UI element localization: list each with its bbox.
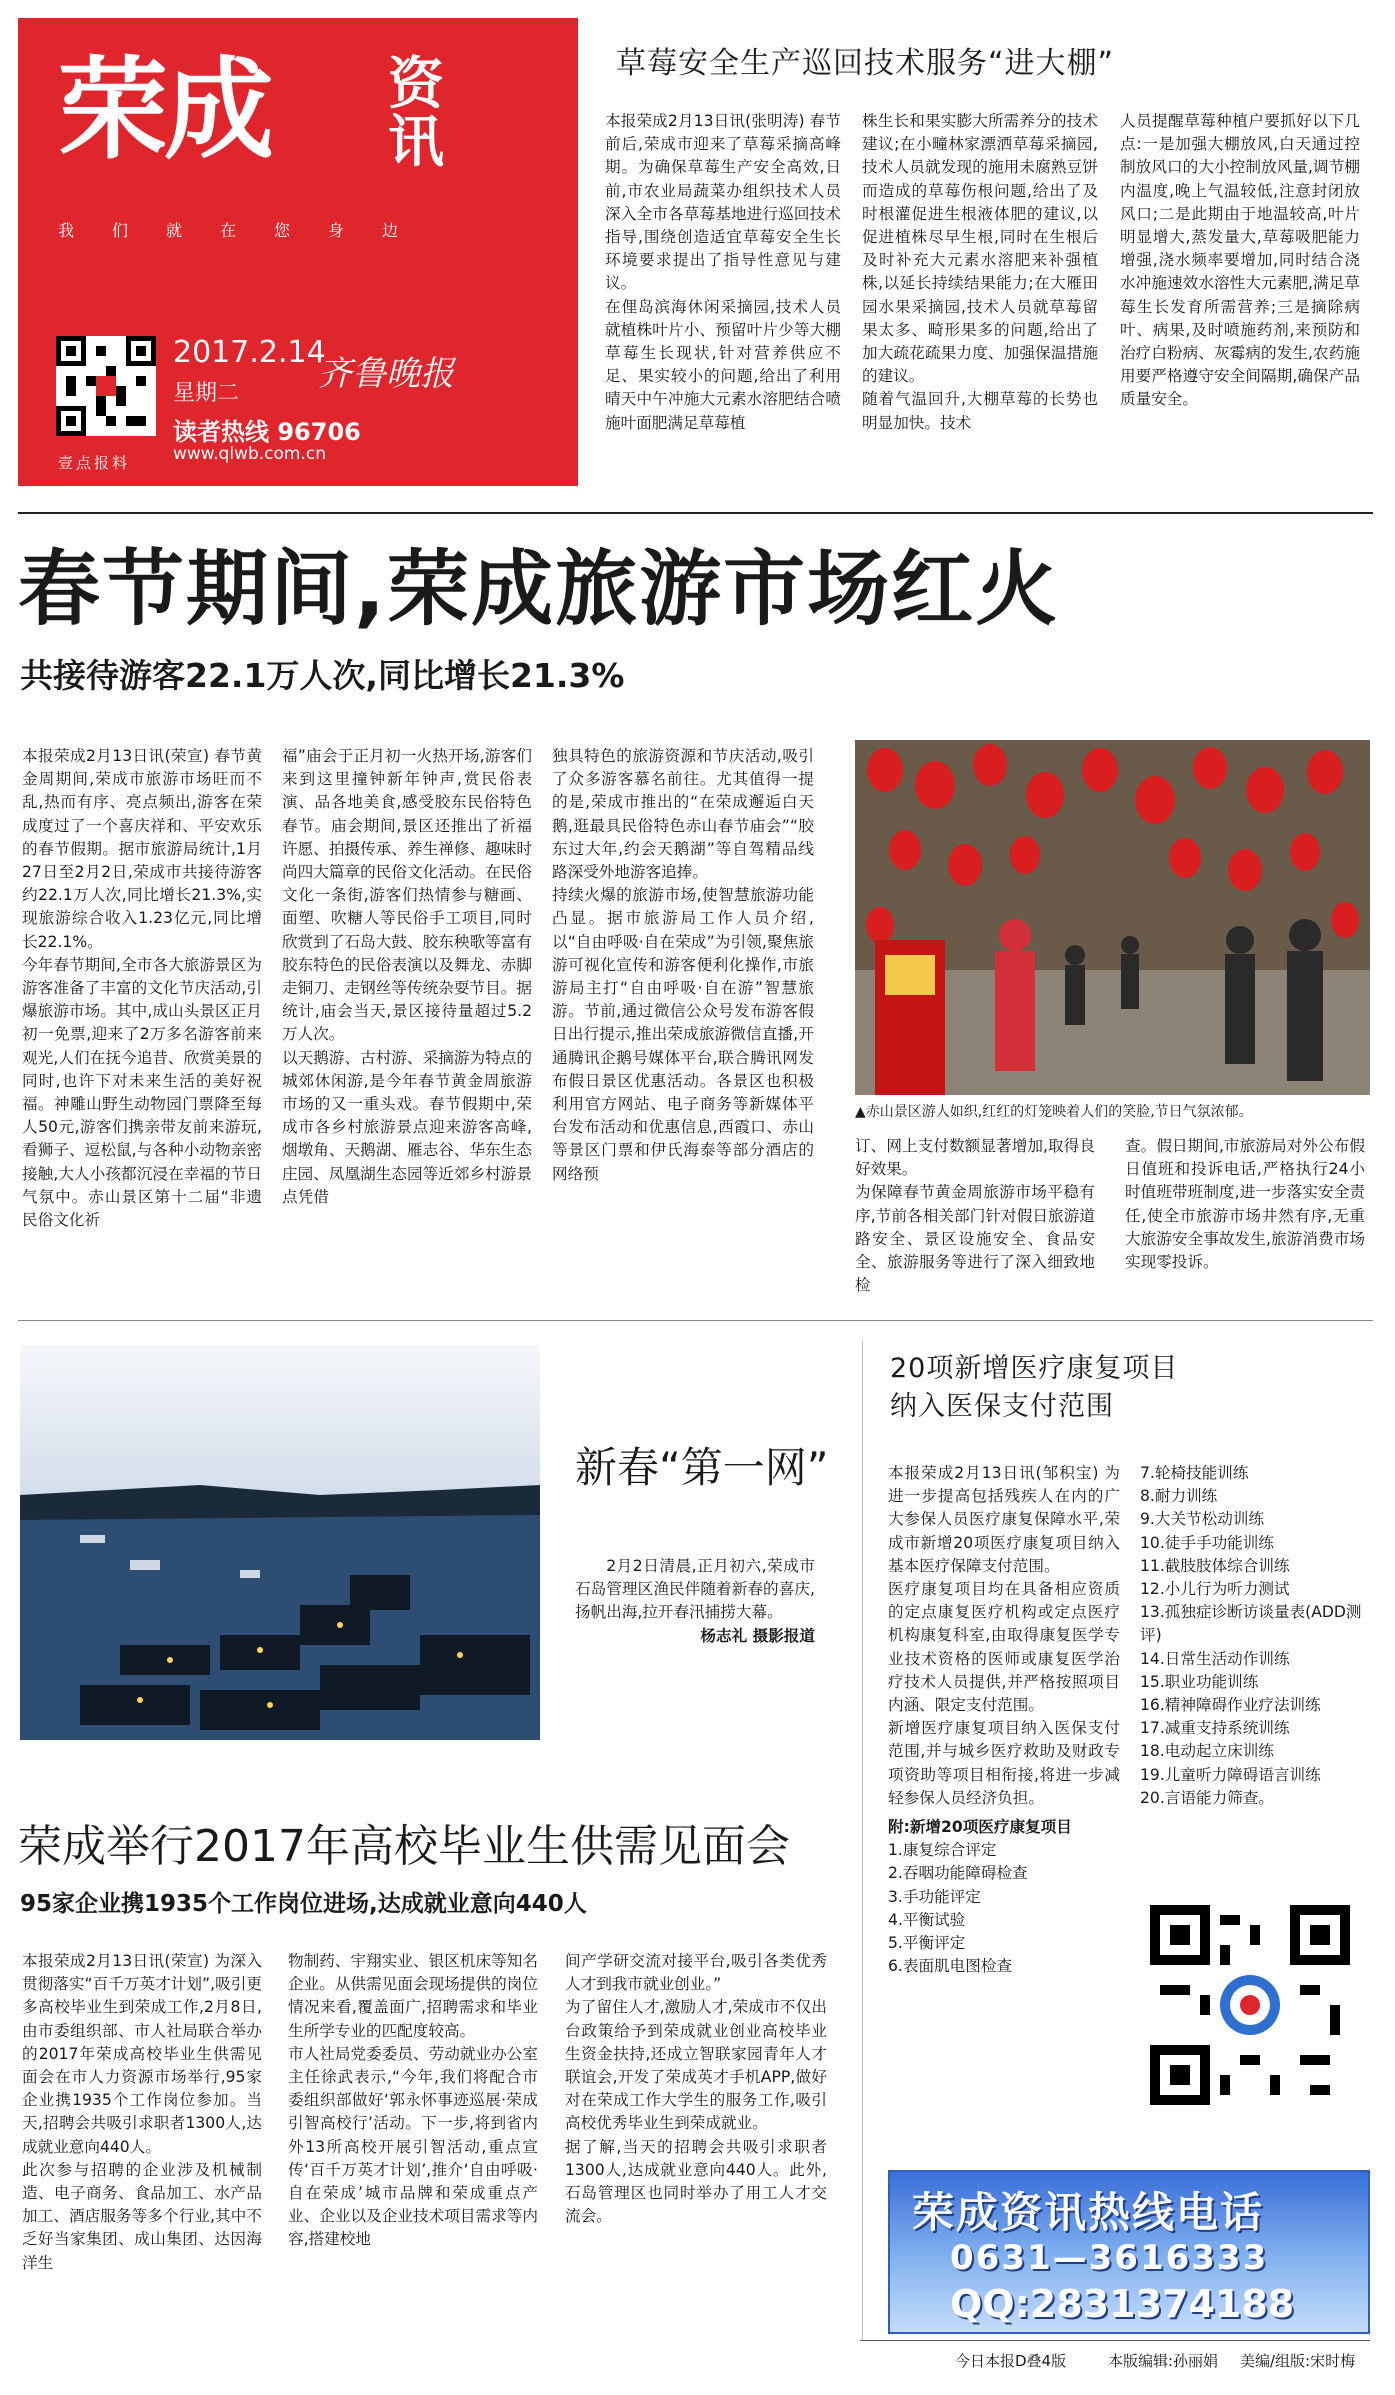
divider — [862, 1340, 863, 2340]
footer-edition: 今日本报D叠4版 — [955, 2352, 1067, 2370]
rehab-list-item: 10.徒手手功能训练 — [1140, 1533, 1274, 1552]
story2-headline: 春节期间,荣成旅游市场红火 — [18, 542, 1060, 637]
issue-date: 2017.2.14 — [173, 335, 326, 370]
story2-col1-text: 本报荣成2月13日讯(荣宣) 春节黄金周期间,荣成市旅游市场旺而不乱,热而有序、亮点频出,游客在荣成度过了一个喜庆祥和、平安欢乐的春节假期。据市旅游局统计,1月27日至2月2日,荣成市共接待游客约22.1万人次,同比增长21.3%,实现旅游综合收入1.23亿元,同比增长22.1%。 今年春节期间,全市各大旅游景区为游客准备了丰富的文化节庆活动,引爆旅游市场。其中,成山头景区正月初一免票,迎来了2万多名游客前来观光,人们在抚今追昔、欣赏美景的同时,也许下对未来生活的美好祝福。神雕山野生动物园门票降至每人50元,游客们携亲带友前来游玩,看狮子、逗松鼠,与各种小动物亲密接触,大人小孩都沉浸在幸福的节日气氛中。赤山景区第十二届“非遗民俗文化祈 — [22, 747, 262, 1230]
hotline-phone: 0631—3616333 — [950, 2238, 1269, 2278]
story5-title — [890, 1350, 1178, 1426]
story2-col5-text: 查。假日期间,市旅游局对外公布假日值班和投诉电话,严格执行24小时值班带班制度,进一步落实安全责任,使全市旅游市场井然有序,无重大旅游安全事故发生,旅游消费市场实现零投诉。 — [1125, 1137, 1365, 1272]
rehab-list-item: 13.孤独症诊断访谈量表(ADD测评) — [1140, 1603, 1362, 1645]
story1-col2 — [862, 110, 1098, 435]
story3-body — [575, 1555, 815, 1648]
footer-editor: 本版编辑:孙丽娟 — [1108, 2352, 1219, 2370]
story2-col4-text: 订、网上支付数额显著增加,取得良好效果。 为保障春节黄金周旅游市场平稳有序,节前各相关部门针对假日旅游道路安全、景区设施安全、食品安全、旅游服务等进行了深入细致地检 — [855, 1137, 1095, 1295]
footer-design: 美编/组版:宋时梅 — [1240, 2352, 1356, 2370]
rehab-list-item: 11.截肢肢体综合训练 — [1140, 1556, 1290, 1575]
paper-name: 齐鲁晚报 — [318, 354, 454, 394]
story4-col3-text: 间产学研交流对接平台,吸引各类优秀人才到我市就业创业。” 为了留住人才,激励人才,荣成市不仅出台政策给予到荣成就业创业高校毕业生资金扶持,还成立智联家园青年人才联谊会,开发了荣成英才手机APP,做好对在荣成工作大学生的服务工作,吸引高校优秀毕业生到荣成就业。 据了解,当天的招聘会共吸引求职者1300人,达成就业意向440人。此外,石岛管理区也同时举办了用工人才交流会。 — [565, 1952, 827, 2226]
brand-small-2: 讯 — [388, 110, 444, 175]
rehab-list-item: 18.电动起立床训练 — [1140, 1742, 1274, 1761]
story2-subhead: 共接待游客22.1万人次,同比增长21.3% — [20, 656, 625, 695]
hotline-qq: QQ:2831374188 — [950, 2282, 1295, 2326]
report-tag: 壹点报料 — [58, 454, 131, 472]
rehab-list-item: 15.职业功能训练 — [1140, 1672, 1259, 1691]
rehab-list-item: 19.儿童听力障碍语言训练 — [1140, 1765, 1321, 1784]
hotline-title: 荣成资讯热线电话 — [912, 2188, 1265, 2237]
slogan: 我们就在您身边 — [58, 221, 437, 240]
story2-col1 — [22, 745, 262, 1232]
story4-title: 荣成举行2017年高校毕业生供需见面会 — [18, 1821, 790, 1872]
brand-big: 荣成 — [58, 46, 270, 174]
story3-text: 2月2日清晨,正月初六,荣成市石岛管理区渔民伴随着新春的喜庆,扬帆出海,拉开春汛捕捞大幕。 — [575, 1557, 815, 1622]
brand-logo — [58, 46, 444, 175]
rehab-list-a — [888, 1839, 1120, 1978]
story3-byline: 杨志礼 摄影报道 — [700, 1626, 815, 1645]
qr-code-icon — [56, 336, 156, 436]
story1-col1 — [605, 110, 841, 435]
story5-col1-text: 本报荣成2月13日讯(邹积宝) 为进一步提高包括残疾人在内的广大参保人员医疗康复保障水平,荣成市新增20项医疗康复项目纳入基本医疗保障支付范围。 医疗康复项目均在具备相应资质的定点康复医疗机构或定点医疗机构康复科室,由取得康复医学专业技术资格的医师或康复医学治疗技术人员提供,并严格按照项目内涵、限定支付范围。 新增医疗康复项目纳入医保支付范围,并与城乡医疗救助及财政专项资助等项目相衔接,将进一步减轻参保人员经济负担。 — [888, 1464, 1120, 1807]
story1-title: 草莓安全生产巡回技术服务“进大棚” — [616, 46, 1115, 81]
qr-code-icon — [1150, 1905, 1350, 2105]
story4-subhead: 95家企业携1935个工作岗位进场,达成就业意向440人 — [20, 1891, 587, 1917]
story2-col5 — [1125, 1135, 1365, 1274]
story4-col2 — [288, 1950, 538, 2252]
rehab-list-item: 9.大关节松动训练 — [1140, 1510, 1265, 1529]
rehab-list-item: 8.耐力训练 — [1140, 1487, 1218, 1506]
divider — [18, 1320, 1373, 1321]
brand-small — [388, 52, 444, 175]
divider — [18, 512, 1373, 514]
rehab-list-item: 17.减重支持系统训练 — [1140, 1719, 1290, 1738]
story2-col4 — [855, 1135, 1095, 1297]
story5-title-line1: 20项新增医疗康复项目 — [890, 1353, 1179, 1384]
story5-col1 — [888, 1462, 1120, 1978]
story5-appendix-title: 附:新增20项医疗康复项目 — [888, 1818, 1072, 1837]
rehab-list-b — [1140, 1462, 1370, 1810]
story4-col1-text: 本报荣成2月13日讯(荣宣) 为深入贯彻落实“百千万英才计划”,吸引更多高校毕业生到荣成工作,2月8日,由市委组织部、市人社局联合举办的2017年荣成高校毕业生供需见面会在市人力资源市场举行,95家企业携1935个工作岗位参加。当天,招聘会共吸引求职者1300人,达成就业意向440人。 此次参与招聘的企业涉及机械制造、电子商务、食品加工、水产品加工、酒店服务等多个行业,其中不乏好当家集团、成山集团、达因海洋生 — [22, 1952, 262, 2272]
brand-small-1: 资 — [388, 52, 444, 117]
reader-hotline: 读者热线 96706 — [173, 418, 361, 446]
story2-col2 — [282, 745, 532, 1209]
hotline-banner — [888, 2170, 1370, 2334]
rehab-list-item: 1.康复综合评定 — [888, 1841, 997, 1860]
story5-title-line2: 纳入医保支付范围 — [890, 1391, 1114, 1422]
story3-title: 新春“第一网” — [575, 1443, 829, 1492]
rehab-list-item: 3.手功能评定 — [888, 1887, 981, 1906]
rehab-list-item: 5.平衡评定 — [888, 1934, 966, 1953]
issue-weekday: 星期二 — [173, 381, 240, 406]
story4-col2-text: 物制药、宇翔实业、银区机床等知名企业。从供需见面会现场提供的岗位情况来看,覆盖面广,招聘需求和毕业生所学专业的匹配度较高。 市人社局党委委员、劳动就业办公室主任徐武表示,“今年,我们将配合市委组织部做好‘郭永怀事迹巡展·荣成引智高校行’活动。下一步,将到省内外13所高校开展引智活动,重点宣传‘百千万英才计划’,推介‘自由呼吸·自在荣成’城市品牌和荣成重点产业、企业以及企业技术项目需求等内容,搭建校地 — [288, 1952, 538, 2249]
lantern-photo — [855, 740, 1370, 1095]
rehab-list-item: 2.吞咽功能障碍检查 — [888, 1864, 1028, 1883]
story1-col2-text: 株生长和果实膨大所需养分的技术建议;在小疃林家漂洒草莓采摘园,技术人员就发现的施用未腐熟豆饼而造成的草莓伤根问题,给出了及时根灌促进生根液体肥的建议,以促进植株尽早生根,同时在生根后及时补充大元素水溶肥来补强植株,以延长持续结果能力;在大雁田园水果采摘园,技术人员就草莓留果太多、畸形果多的问题,给出了加大疏花疏果力度、加强保温措施的建议。 随着气温回升,大棚草莓的长势也明显加快。技术 — [862, 112, 1098, 432]
story2-col2-text: 福”庙会于正月初一火热开场,游客们来到这里撞钟新年钟声,赏民俗表演、品各地美食,感受胶东民俗特色春节。庙会期间,景区还推出了祈福许愿、拍摄传承、养生禅修、趣味时尚四大篇章的民俗文化活动。在民俗文化一条街,游客们热情参与糖画、面塑、吹糖人等民俗手工项目,同时欣赏到了石岛大鼓、胶东秧歌等富有胶东特色的民俗表演以及舞龙、赤脚走铜刀、走钢丝等传统杂耍节目。据统计,庙会当天,景区接待量超过5.2万人次。 以天鹅游、古村游、采摘游为特点的城郊休闲游,是今年春节黄金周旅游市场的又一重头戏。春节假期中,荣成市各乡村旅游景点迎来游客高峰,烟墩角、天鹅湖、雁志谷、华东生态庄园、凤凰湖生态园等近郊乡村游景点凭借 — [282, 747, 532, 1206]
story2-col3 — [552, 745, 814, 1186]
story5-col2 — [1140, 1462, 1370, 1810]
story4-col1 — [22, 1950, 262, 2275]
masthead — [18, 18, 578, 486]
story4-col3 — [565, 1950, 827, 2228]
rehab-list-item: 20.言语能力筛查。 — [1140, 1788, 1274, 1807]
rehab-list-item: 4.平衡试验 — [888, 1910, 966, 1929]
website-url: www.qlwb.com.cn — [173, 444, 326, 464]
rehab-list-item: 16.精神障碍作业疗法训练 — [1140, 1696, 1321, 1715]
story1-col3-text: 人员提醒草莓种植户要抓好以下几点:一是加强大棚放风,白天通过控制放风口的大小控制放风量,调节棚内温度,晚上气温较低,注意封闭放风口;二是此期由于地温较高,叶片明显增大,蒸发量大,草莓吸肥能力增强,浇水频率要增加,同时结合浇水冲施速效水溶性大元素肥,满足草莓生长发育所需营养;三是摘除病叶、病果,及时喷施药剂,来预防和治疗白粉病、灰霉病的发生,农药施用要严格遵守安全间隔期,确保产品质量安全。 — [1120, 112, 1360, 409]
rehab-list-item: 7.轮椅技能训练 — [1140, 1464, 1249, 1482]
lantern-photo-caption: ▲赤山景区游人如织,红红的灯笼映着人们的笑脸,节日气氛浓郁。 — [855, 1104, 1253, 1120]
divider — [860, 2340, 1370, 2341]
rehab-list-item: 12.小儿行为听力测试 — [1140, 1580, 1290, 1599]
rehab-list-item: 6.表面肌电图检查 — [888, 1957, 1013, 1976]
story1-col1-text: 本报荣成2月13日讯(张明涛) 春节前后,荣成市迎来了草莓采摘高峰期。为确保草莓生产安全高效,日前,市农业局蔬菜办组织技术人员深入全市各草莓基地进行巡回技术指导,围绕创造适宜草莓安全生长环境要求提出了指导性意见与建议。 在俚岛滨海休闲采摘园,技术人员就植株叶片小、预留叶片少等大棚草莓生长现状,针对营养供应不足、果实较小的问题,给出了利用晴天中午冲施大元素水溶肥结合喷施叶面肥满足草莓植 — [605, 112, 841, 432]
rehab-list-item: 14.日常生活动作训练 — [1140, 1649, 1290, 1668]
fishing-harbor-photo — [20, 1345, 540, 1740]
story1-col3 — [1120, 110, 1360, 412]
story2-col3-text: 独具特色的旅游资源和节庆活动,吸引了众多游客慕名前往。尤其值得一提的是,荣成市推出的“在荣成邂逅白天鹅,逛最具民俗特色赤山春节庙会”“胶东过大年,约会天鹅湖”等自驾精品线路深受外地游客追捧。 持续火爆的旅游市场,使智慧旅游功能凸显。据市旅游局工作人员介绍,以“自由呼吸·自在荣成”为引领,聚焦旅游可视化宣传和游客便利化操作,市旅游局主打“自由呼吸·自在游”智慧旅游。节前,通过微信公众号发布游客假日出行提示,推出荣成旅游微信直播,开通腾讯企鹅号媒体平台,联合腾讯网发布假日景区优惠活动。各景区也积极利用官方网站、电子商务等新媒体平台发布活动和优惠信息,西霞口、赤山等景区门票和伊氏海泰等部分酒店的网络预 — [552, 747, 814, 1183]
